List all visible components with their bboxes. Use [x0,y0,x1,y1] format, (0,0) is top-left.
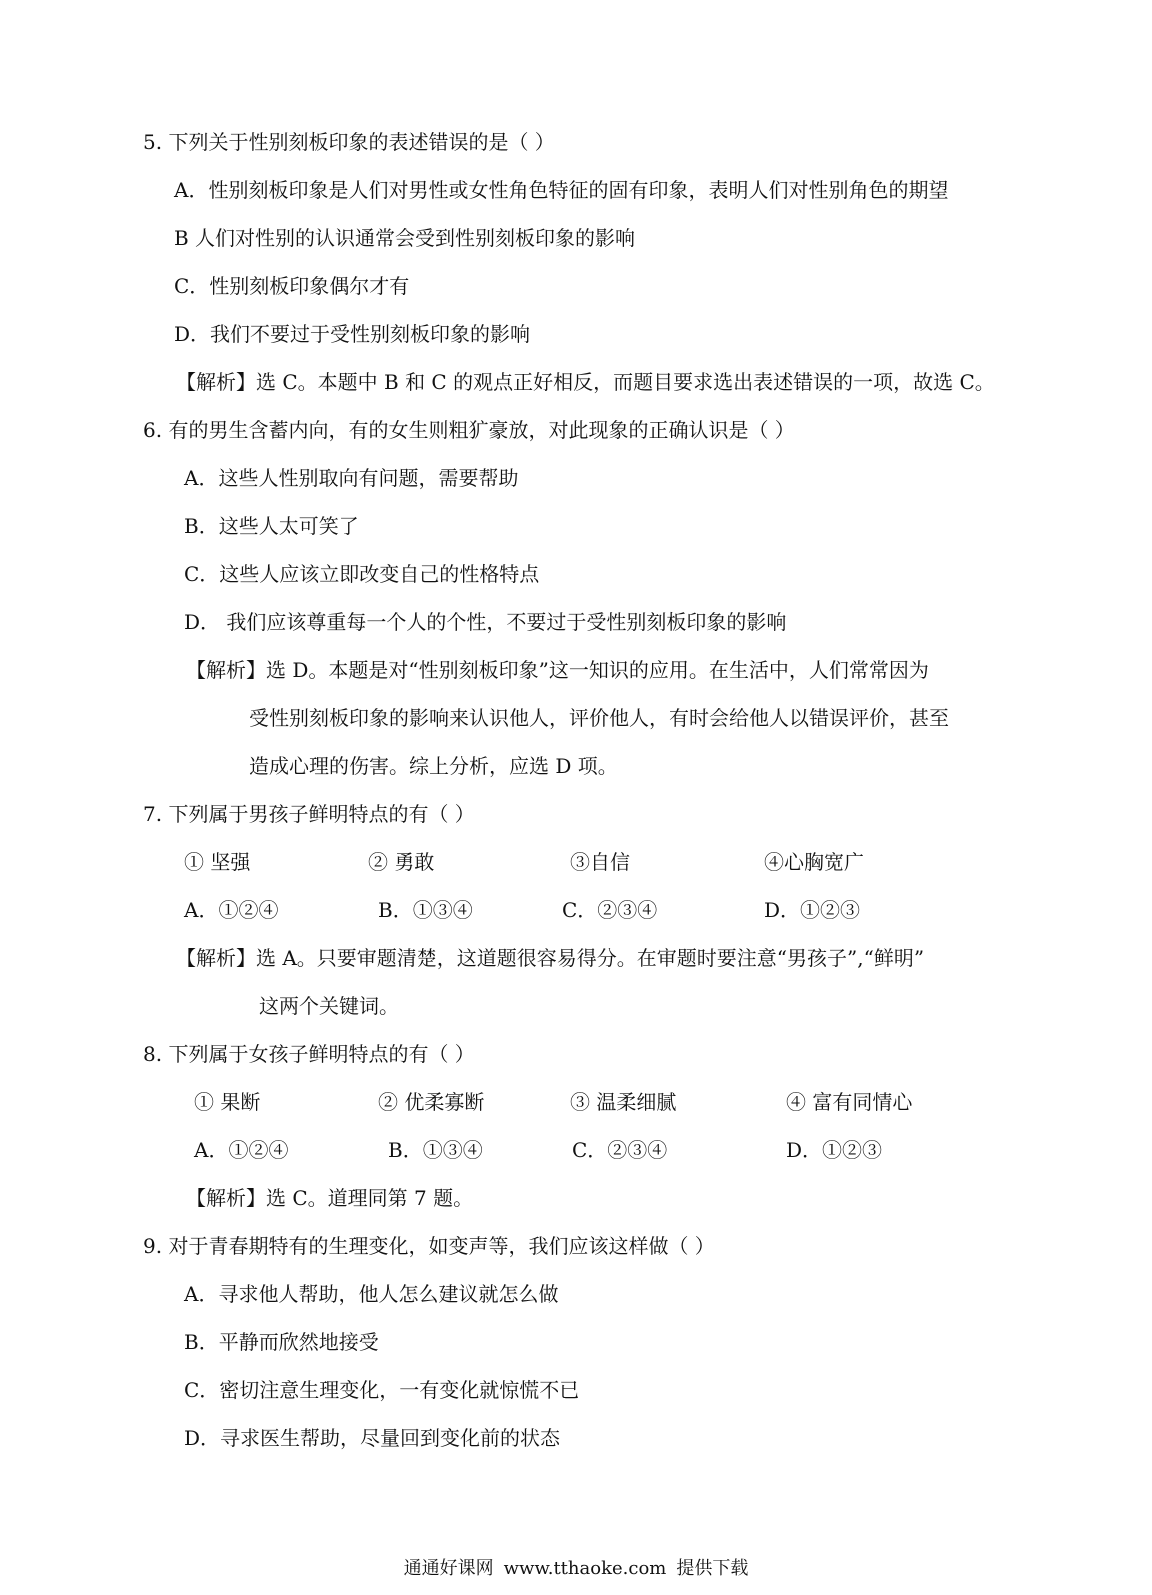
question-5-option-d: D．我们不要过于受性别刻板印象的影响 [174,322,531,346]
question-8-item-1: ① 果断 [194,1090,261,1114]
question-7-items [0,852,1152,876]
question-8-stem: 8. 下列属于女孩子鲜明特点的有（ ） [143,1042,475,1066]
question-6-option-d: D． 我们应该尊重每一个人的个性，不要过于受性别刻板印象的影响 [184,610,787,634]
question-9-option-a: A．寻求他人帮助，他人怎么建议就怎么做 [184,1282,559,1306]
footer-suffix: 提供下载 [676,1558,749,1579]
question-8-choice-d: D．①②③ [786,1138,883,1162]
question-8-item-2: ② 优柔寡断 [378,1090,485,1114]
question-9-option-c: C．密切注意生理变化，一有变化就惊慌不已 [184,1378,580,1402]
question-6-option-a: A．这些人性别取向有问题，需要帮助 [184,466,519,490]
question-6-analysis-line-3: 造成心理的伤害。综上分析，应选 D 项。 [249,754,618,778]
question-7-item-2: ② 勇敢 [368,850,435,874]
question-8-choice-b: B．①③④ [388,1138,483,1162]
question-7-choice-d: D．①②③ [764,898,861,922]
question-5-option-c: C．性别刻板印象偶尔才有 [174,274,410,298]
question-7-item-1: ① 坚强 [184,850,251,874]
question-6-option-c: C．这些人应该立即改变自己的性格特点 [184,562,540,586]
footer-site-name: 通通好课网 [403,1558,494,1579]
question-7-analysis-line-2: 这两个关键词。 [259,994,399,1018]
question-7-choice-c: C．②③④ [562,898,658,922]
question-7-choice-b: B．①③④ [378,898,473,922]
question-6-option-b: B．这些人太可笑了 [184,514,359,538]
question-8-item-3: ③ 温柔细腻 [570,1090,677,1114]
question-8-items [0,1092,1152,1116]
question-9-stem: 9. 对于青春期特有的生理变化，如变声等，我们应该这样做（ ） [143,1234,715,1258]
question-6-analysis-line-1: 【解析】选 D。本题是对“性别刻板印象”这一知识的应用。在生活中，人们常常因为 [186,658,929,682]
question-7-item-3: ③自信 [570,850,630,874]
question-8-item-4: ④ 富有同情心 [786,1090,913,1114]
question-7-item-4: ④心胸宽广 [764,850,864,874]
question-7-choices [0,900,1152,924]
question-8-choices [0,1140,1152,1164]
question-7-analysis-line-1: 【解析】选 A。只要审题清楚，这道题很容易得分。在审题时要注意“男孩子”,“鲜明” [176,946,925,970]
question-6-stem: 6. 有的男生含蓄内向，有的女生则粗犷豪放，对此现象的正确认识是（ ） [143,418,795,442]
question-5-analysis: 【解析】选 C。本题中 B 和 C 的观点正好相反，而题目要求选出表述错误的一项，故选 C。 [176,370,995,394]
page-footer [0,1560,1152,1578]
question-5-option-a: A．性别刻板印象是人们对男性或女性角色特征的固有印象，表明人们对性别角色的期望 [174,178,949,202]
question-7-stem: 7. 下列属于男孩子鲜明特点的有（ ） [143,802,475,826]
question-5-option-b: B 人们对性别的认识通常会受到性别刻板印象的影响 [174,226,636,250]
question-8-choice-c: C．②③④ [572,1138,668,1162]
question-7-choice-a: A．①②④ [184,898,279,922]
footer-url[interactable]: www.tthaoke.com [503,1558,667,1579]
question-5-stem: 5. 下列关于性别刻板印象的表述错误的是（ ） [143,130,555,154]
question-8-choice-a: A．①②④ [194,1138,289,1162]
question-9-option-d: D．寻求医生帮助，尽量回到变化前的状态 [184,1426,561,1450]
question-8-analysis: 【解析】选 C。道理同第 7 题。 [186,1186,474,1210]
question-9-option-b: B．平静而欣然地接受 [184,1330,379,1354]
question-6-analysis-line-2: 受性别刻板印象的影响来认识他人，评价他人，有时会给他人以错误评价，甚至 [249,706,949,730]
